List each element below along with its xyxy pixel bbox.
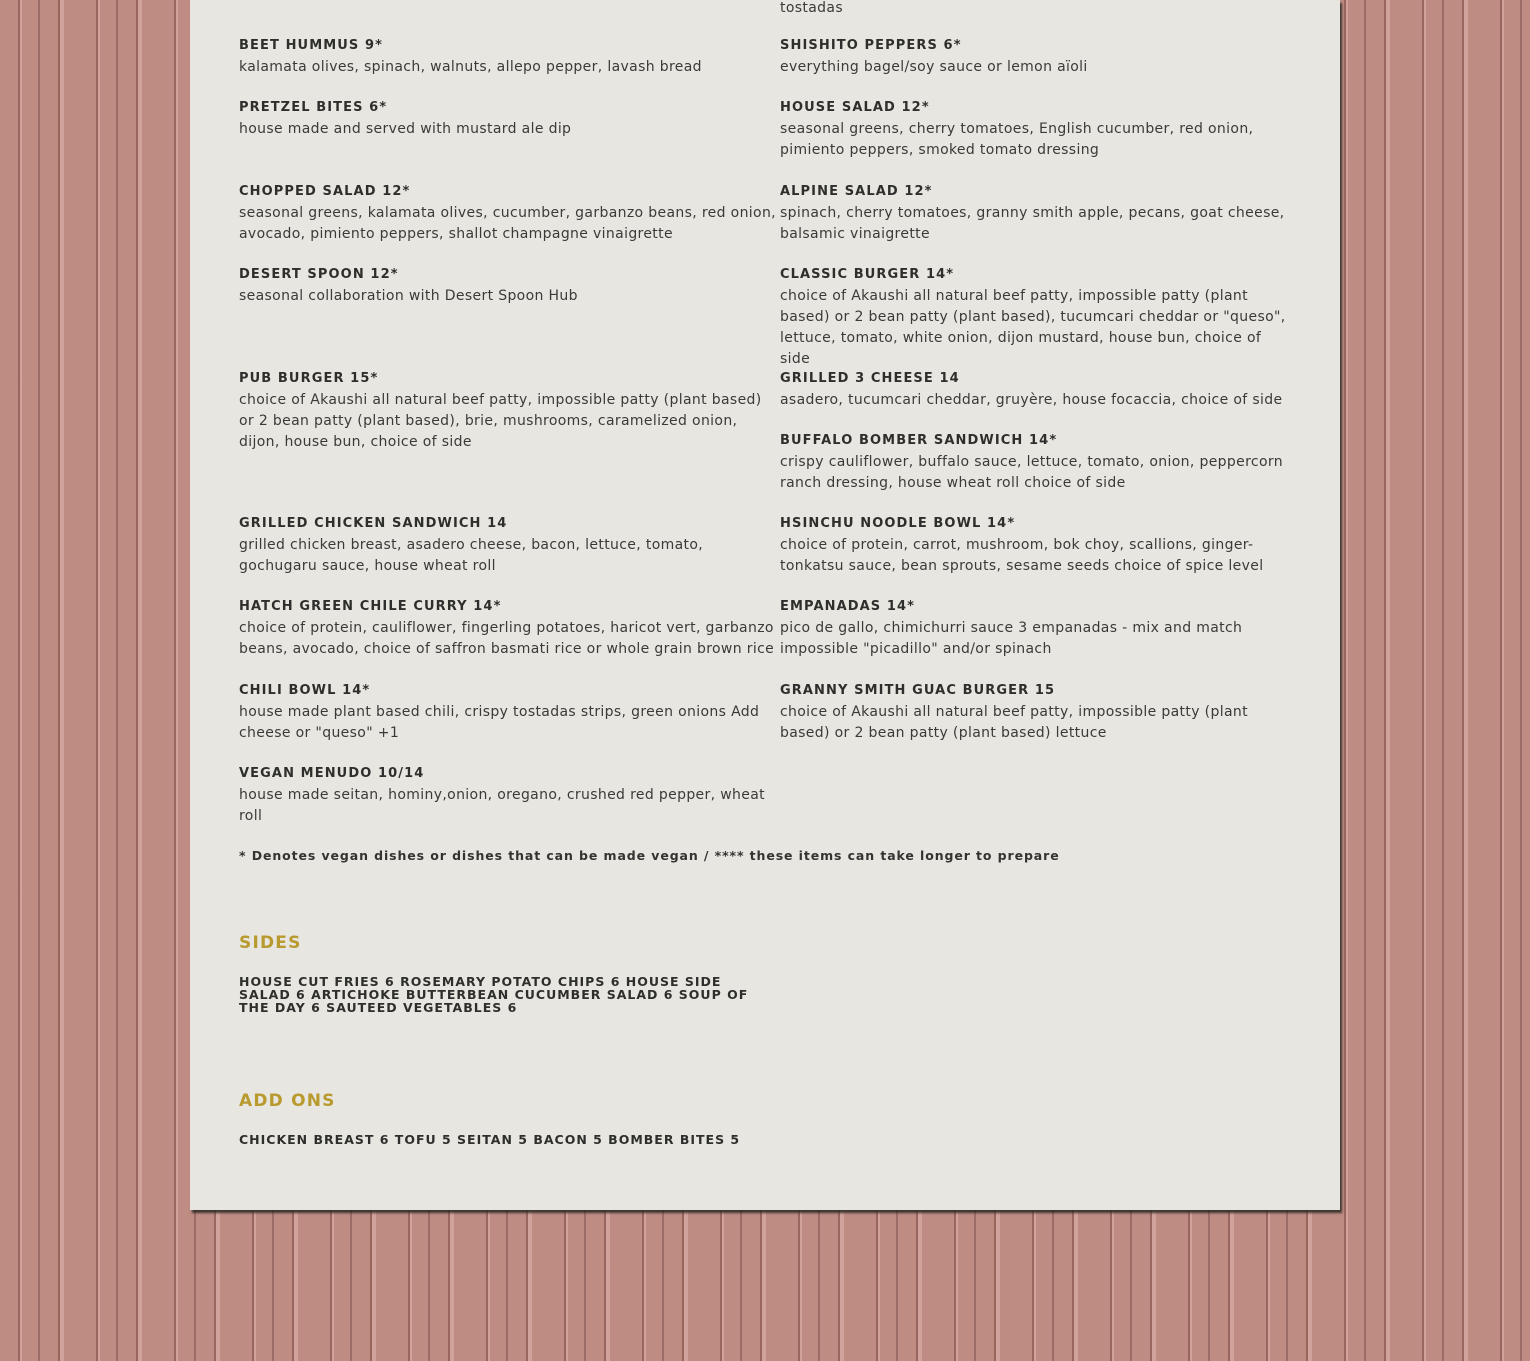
menu-item-empanadas (780, 598, 1299, 682)
item-name: HSINCHU NOODLE BOWL 14* (780, 516, 1016, 531)
addons-list: CHICKEN BREAST 6 TOFU 5 SEITAN 5 BACON 5 BOMBER BITES 5 (239, 1132, 741, 1147)
sides-title: SIDES (239, 933, 302, 953)
item-name: VEGAN MENUDO 10/14 (239, 766, 425, 781)
item-name: GRILLED CHICKEN SANDWICH 14 (239, 516, 508, 531)
item-description: house made plant based chili, crispy tostadas strips, green onions Add cheese or "queso" +1 (239, 704, 760, 741)
addons-title: ADD ONS (239, 1091, 336, 1111)
item-description: house made and served with mustard ale dip (239, 121, 572, 137)
item-name: CHOPPED SALAD 12* (239, 184, 411, 199)
menu-item-granny-smith-guac-burger (780, 682, 1299, 765)
item-name: PUB BURGER 15* (239, 371, 379, 386)
item-name: GRILLED 3 CHEESE 14 (780, 371, 960, 386)
item-description: choice of protein, cauliflower, fingerling potatoes, haricot vert, garbanzo beans, avocado, choice of saffron basmati rice or whole grain brown rice (239, 620, 775, 657)
sides-list: HOUSE CUT FRIES 6 ROSEMARY POTATO CHIPS 6 HOUSE SIDE SALAD 6 ARTICHOKE BUTTERBEAN CUCUMBER SALAD 6 SOUP OF THE DAY 6 SAUTEED VEGETABLES 6 (239, 974, 749, 1015)
menu-item-top-right (780, 0, 1299, 37)
item-description: choice of Akaushi all natural beef patty, impossible patty (plant based) or 2 bean patty (plant based), brie, mushrooms, caramelized onion, dijon, house bun, choice of side (239, 392, 762, 450)
item-description: tostadas (780, 0, 843, 16)
item-name: EMPANADAS 14* (780, 599, 916, 614)
item-description: grilled chicken breast, asadero cheese, bacon, lettuce, tomato, gochugaru sauce, house wheat roll (239, 537, 704, 574)
item-name: HATCH GREEN CHILE CURRY 14* (239, 599, 502, 614)
item-description: choice of Akaushi all natural beef patty, impossible patty (plant based) or 2 bean patty (plant based) lettuce (780, 704, 1248, 741)
item-description: asadero, tucumcari cheddar, gruyère, house focaccia, choice of side (780, 392, 1283, 408)
menu-item-hsinchu-noodle-bowl (780, 515, 1299, 598)
item-description: house made seitan, hominy,onion, oregano, crushed red pepper, wheat roll (239, 787, 765, 824)
menu-paper (190, 0, 1340, 1210)
item-description: seasonal collaboration with Desert Spoon Hub (239, 288, 578, 304)
menu-item-vegan-menudo (239, 765, 780, 827)
menu-item-chili-bowl (239, 682, 780, 765)
menu-item-alpine-salad (780, 183, 1299, 266)
item-name: PRETZEL BITES 6* (239, 100, 388, 115)
menu-item-top-left (239, 0, 780, 37)
menu-item-classic-burger (780, 266, 1299, 370)
item-name: ALPINE SALAD 12* (780, 184, 933, 199)
item-description: choice of Akaushi all natural beef patty, impossible patty (plant based) or 2 bean patty (plant based), tucumcari cheddar or "queso", lettuce, tomato, white onion, dijon mustard, house bun, choice of side (780, 288, 1286, 367)
menu-item-pretzel-bites (239, 99, 780, 183)
item-description: pico de gallo, chimichurri sauce 3 empanadas - mix and match impossible "picadillo" and/or spinach (780, 620, 1243, 657)
item-description: seasonal greens, kalamata olives, cucumber, garbanzo beans, red onion, avocado, pimiento peppers, shallot champagne vinaigrette (239, 205, 776, 242)
menu-item-house-salad (780, 99, 1299, 183)
item-name: CLASSIC BURGER 14* (780, 267, 955, 282)
menu-item-beet-hummus (239, 37, 780, 99)
menu-item-hatch-green-chile-curry (239, 598, 780, 682)
menu-item-empty (780, 765, 1299, 827)
menu-item-chopped-salad (239, 183, 780, 266)
item-name: SHISHITO PEPPERS 6* (780, 38, 962, 53)
item-description: kalamata olives, spinach, walnuts, allepo pepper, lavash bread (239, 59, 702, 75)
item-name: DESERT SPOON 12* (239, 267, 399, 282)
item-description: seasonal greens, cherry tomatoes, English cucumber, red onion, pimiento peppers, smoked tomato dressing (780, 121, 1254, 158)
menu-item-desert-spoon (239, 266, 780, 370)
menu-item-grilled-3-cheese (780, 370, 1299, 432)
menu-item-grilled-chicken-sandwich (239, 515, 780, 598)
item-name: BUFFALO BOMBER SANDWICH 14* (780, 433, 1058, 448)
item-description: everything bagel/soy sauce or lemon aïoli (780, 59, 1088, 75)
item-name: HOUSE SALAD 12* (780, 100, 930, 115)
item-description: choice of protein, carrot, mushroom, bok choy, scallions, ginger-tonkatsu sauce, bean sprouts, sesame seeds choice of spice level (780, 537, 1264, 574)
item-description: crispy cauliflower, buffalo sauce, lettuce, tomato, onion, peppercorn ranch dressing, house wheat roll choice of side (780, 454, 1283, 491)
menu-items-grid (239, 0, 1299, 827)
item-description: spinach, cherry tomatoes, granny smith apple, pecans, goat cheese, balsamic vinaigrette (780, 205, 1285, 242)
menu-item-shishito-peppers (780, 37, 1299, 99)
menu-item-buffalo-bomber (780, 432, 1299, 515)
item-name: GRANNY SMITH GUAC BURGER 15 (780, 683, 1056, 698)
item-name: CHILI BOWL 14* (239, 683, 371, 698)
menu-item-pub-burger (239, 370, 780, 515)
vegan-footnote: * Denotes vegan dishes or dishes that can be made vegan / **** these items can take longer to prepare (239, 848, 1060, 863)
item-name: BEET HUMMUS 9* (239, 38, 384, 53)
